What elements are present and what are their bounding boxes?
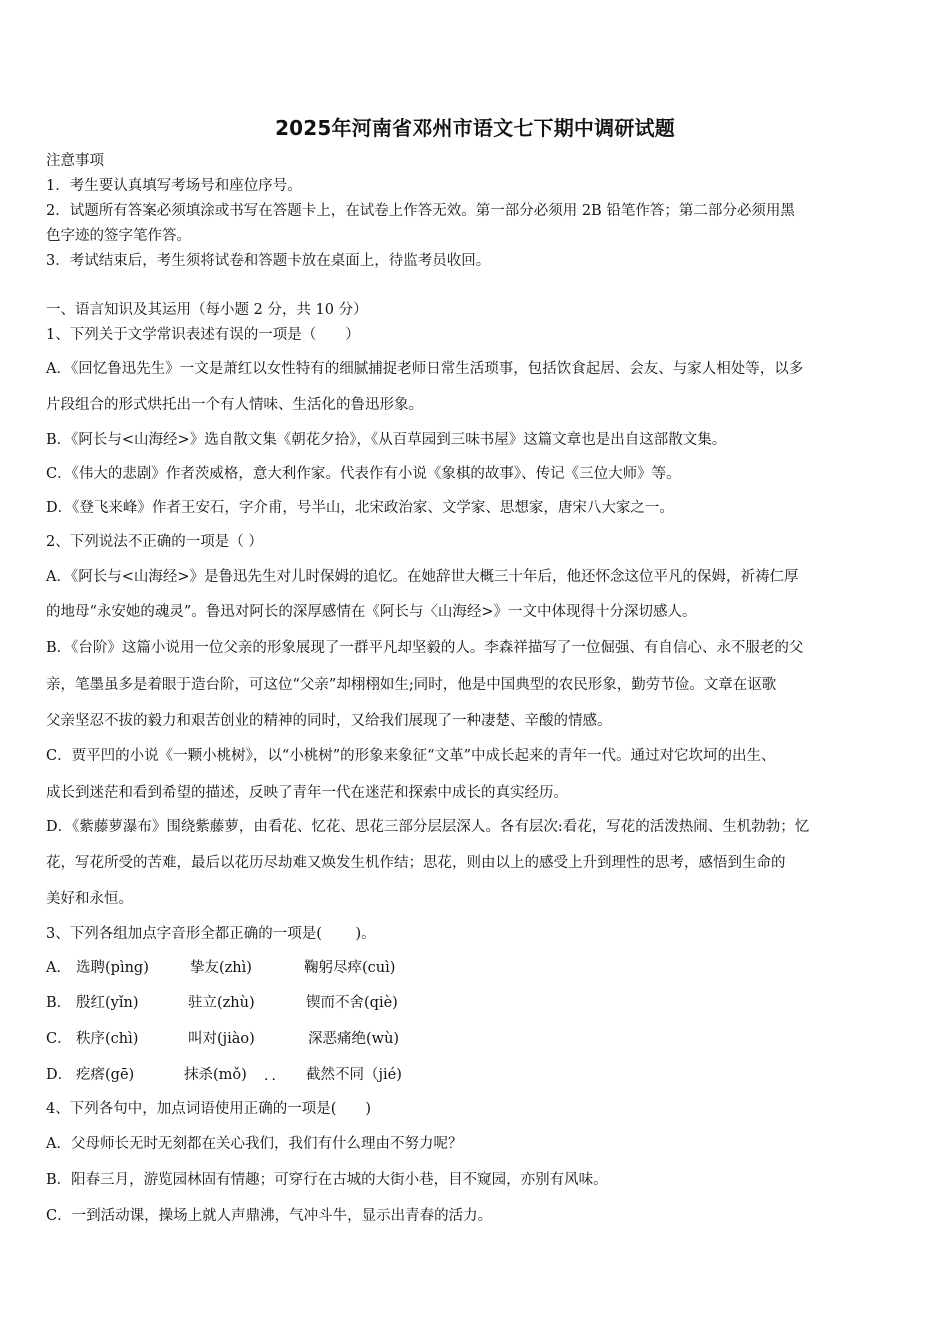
question-stem: 4、下列各句中，加点词语使用正确的一项是( ): [46, 1101, 372, 1117]
option-text: B．《台阶》这篇小说用一位父亲的形象展现了一群平凡却坚毅的人。李森祥描写了一位倔强、有自信心、永不服老的父: [46, 640, 804, 656]
option-word: 叫对(jiào): [188, 1031, 255, 1047]
option-text: B．《阿长与<山海经>》选自散文集《朝花夕拾》，《从百草园到三味书屋》这篇文章也是出自这部散文集。: [46, 432, 727, 448]
option-text: A．父母师长无时无刻都在关心我们，我们有什么理由不努力呢？: [46, 1136, 463, 1152]
option-word: 选聘(pìng): [76, 960, 149, 976]
option-word: 截然不同（jié): [306, 1067, 402, 1083]
option-text: 的地母“永安她的魂灵”。鲁迅对阿长的深厚感情在《阿长与〈山海经>》一文中体现得十分深切感人。: [46, 604, 697, 620]
option-word: 抹杀(mǒ): [184, 1067, 247, 1083]
notice-item: 1．考生要认真填写考场号和座位序号。: [46, 178, 302, 194]
notice-heading: 注意事项: [46, 153, 104, 169]
option-text: D．《紫藤萝瀑布》围绕紫藤萝，由看花、忆花、思花三部分层层深人。各有层次:看花，写花的活泼热闹、生机勃勃；忆: [46, 819, 810, 835]
option-text: A．《回忆鲁迅先生》一文是萧红以女性特有的细腻捕捉老师日常生活琐事，包括饮食起居、会友、与家人相处等，以多: [46, 361, 804, 377]
option-text: 成长到迷茫和看到希望的描述，反映了青年一代在迷茫和探索中成长的真实经历。: [46, 785, 568, 801]
option-text: 父亲坚忍不拔的毅力和艰苦创业的精神的同时，又给我们展现了一种凄楚、辛酸的情感。: [46, 713, 612, 729]
option-label: D．: [46, 1067, 73, 1083]
option-word: 挚友(zhì): [190, 960, 252, 976]
page-title: 2025年河南省邓州市语文七下期中调研试题: [275, 116, 675, 140]
notice-item: 色字迹的签字笔作答。: [46, 228, 191, 244]
option-label: B．: [46, 995, 72, 1011]
question-stem: 3、下列各组加点字音形全都正确的一项是( )。: [46, 926, 376, 942]
option-label: C．: [46, 1031, 72, 1047]
section-heading: 一、语言知识及其运用（每小题 2 分，共 10 分）: [46, 302, 368, 318]
option-word: 疙瘩(gē): [76, 1067, 135, 1083]
option-word: 秩序(chì): [76, 1031, 139, 1047]
notice-item: 3．考试结束后，考生须将试卷和答题卡放在桌面上，待监考员收回。: [46, 253, 491, 269]
option-text: C．一到活动课，操场上就人声鼎沸，气冲斗牛，显示出青春的活力。: [46, 1208, 493, 1224]
question-stem: 2、下列说法不正确的一项是（ ）: [46, 534, 263, 550]
option-word: 深恶痛绝(wù): [308, 1031, 400, 1047]
emphasis-dots: ··: [264, 1072, 279, 1088]
option-text: 亲，笔墨虽多是着眼于造台阶，可这位“父亲”却栩栩如生;同时，他是中国典型的农民形象，勤劳节俭。文章在讴歌: [46, 677, 777, 693]
option-word: 锲而不舍(qiè): [306, 995, 398, 1011]
question-stem: 1、下列关于文学常识表述有误的一项是（ ）: [46, 327, 360, 343]
option-text: A．《阿长与<山海经>》是鲁迅先生对儿时保姆的追忆。在她辞世大概三十年后，他还怀念这位平凡的保姆，祈祷仁厚: [46, 569, 799, 585]
option-text: C．贾平凹的小说《一颗小桃树》，以“小桃树”的形象来象征“文革”中成长起来的青年一代。通过对它坎坷的出生、: [46, 748, 776, 764]
option-word: 鞠躬尽瘁(cuì): [304, 960, 396, 976]
option-label: A．: [46, 960, 71, 976]
option-text: 美好和永恒。: [46, 891, 133, 907]
option-word: 殷红(yǐn): [76, 995, 139, 1011]
notice-item: 2．试题所有答案必须填涂或书写在答题卡上，在试卷上作答无效。第一部分必须用 2B 铅笔作答；第二部分必须用黑: [46, 203, 795, 219]
option-text: D．《登飞来峰》作者王安石，字介甫，号半山，北宋政治家、文学家、思想家，唐宋八大家之一。: [46, 500, 674, 516]
option-word: 驻立(zhù): [188, 995, 255, 1011]
option-text: 片段组合的形式烘托出一个有人情味、生活化的鲁迅形象。: [46, 397, 423, 413]
option-text: B．阳春三月，游览园林固有情趣；可穿行在古城的大街小巷，目不窥园，亦别有风味。: [46, 1172, 608, 1188]
option-text: C．《伟大的悲剧》作者茨威格，意大利作家。代表作有小说《象棋的故事》、传记《三位大师》等。: [46, 466, 681, 482]
option-text: 花，写花所受的苦难，最后以花历尽劫难又焕发生机作结；思花，则由以上的感受上升到理性的思考，感悟到生命的: [46, 855, 786, 871]
